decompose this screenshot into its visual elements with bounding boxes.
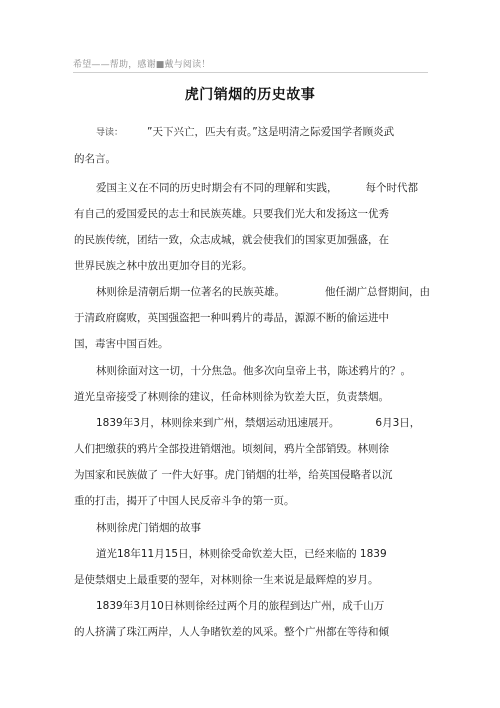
paragraph-line: 的民族传统，团结一致，众志成城，就会使我们的国家更加强盛，在 [74,234,389,246]
paragraph-line [96,416,420,430]
intro-line-1 [96,125,394,140]
text-segment: 林则徐是清朝后期一位著名的民族英雄。 [96,286,285,298]
text-segment: 每个时代都 [365,182,418,194]
header-divider [73,72,428,73]
paragraph-line: 的人挤满了珠江两岸，人人争睹钦差的风采。整个广州都在等待和倾 [74,626,389,638]
paragraph-line: 于清政府腐败，英国强盗把一种叫鸦片的毒品，源源不断的偷运进中 [74,312,389,324]
paragraph-line: 是使禁烟史上最重要的翌年，对林则徐一生来说是最辉煌的岁月。 [74,574,379,586]
section-heading: 林则徐虎门销烟的故事 [96,522,201,534]
text-segment: 他任湖广总督期间，由 [325,286,430,298]
intro-label: 导读： [96,128,124,138]
document-title: 虎门销烟的历史故事 [184,87,316,103]
paragraph-line: 道光18年11月15日，林则徐受命钦差大臣，已经来临的 1839 [96,548,387,560]
paragraph-line: 重的打击，揭开了中国人民反帝斗争的第一页。 [74,495,295,507]
paragraph-line: 道光皇帝接受了林则徐的建议，任命林则徐为钦差大臣，负责禁烟。 [74,391,389,403]
paragraph-line: 1839年3月10日林则徐经过两个月的旅程到达广州，成千山万 [96,600,385,612]
intro-line-2: 的名言。 [74,153,116,165]
paragraph-line: 林则徐面对这一切，十分焦急。他多次向皇帝上书，陈述鸦片的？。 [96,365,411,377]
page-header: 希望——帮助，感谢■戴与阅读！ [73,60,211,70]
text-segment: 爱国主义在不同的历史时期会有不同的理解和实践， [96,182,338,194]
paragraph-line: 有自己的爱国爱民的志士和民族英雄。只要我们光大和发扬这一优秀 [74,208,389,220]
text-segment: 6月3日， [375,417,421,429]
intro-text: ”天下兴亡，匹夫有责。”这是明清之际爱国学者顾炎武 [147,126,395,138]
paragraph-line [96,181,418,195]
text-segment: 1839年3月，林则徐来到广州，禁烟运动迅速展开。 [96,417,340,429]
paragraph-line: 国，毒害中国百姓。 [74,338,169,350]
paragraph-line: 为国家和民族做了 一件大好事。虎门销烟的壮举，给英国侵略者以沉 [74,469,393,481]
paragraph-line [96,285,430,299]
paragraph-line: 世界民族之林中放出更加夺目的光彩。 [74,260,253,272]
paragraph-line: 人们把缴获的鸦片全部投进销烟池。顷刻间，鸦片全部销毁。林则徐 [74,443,389,455]
